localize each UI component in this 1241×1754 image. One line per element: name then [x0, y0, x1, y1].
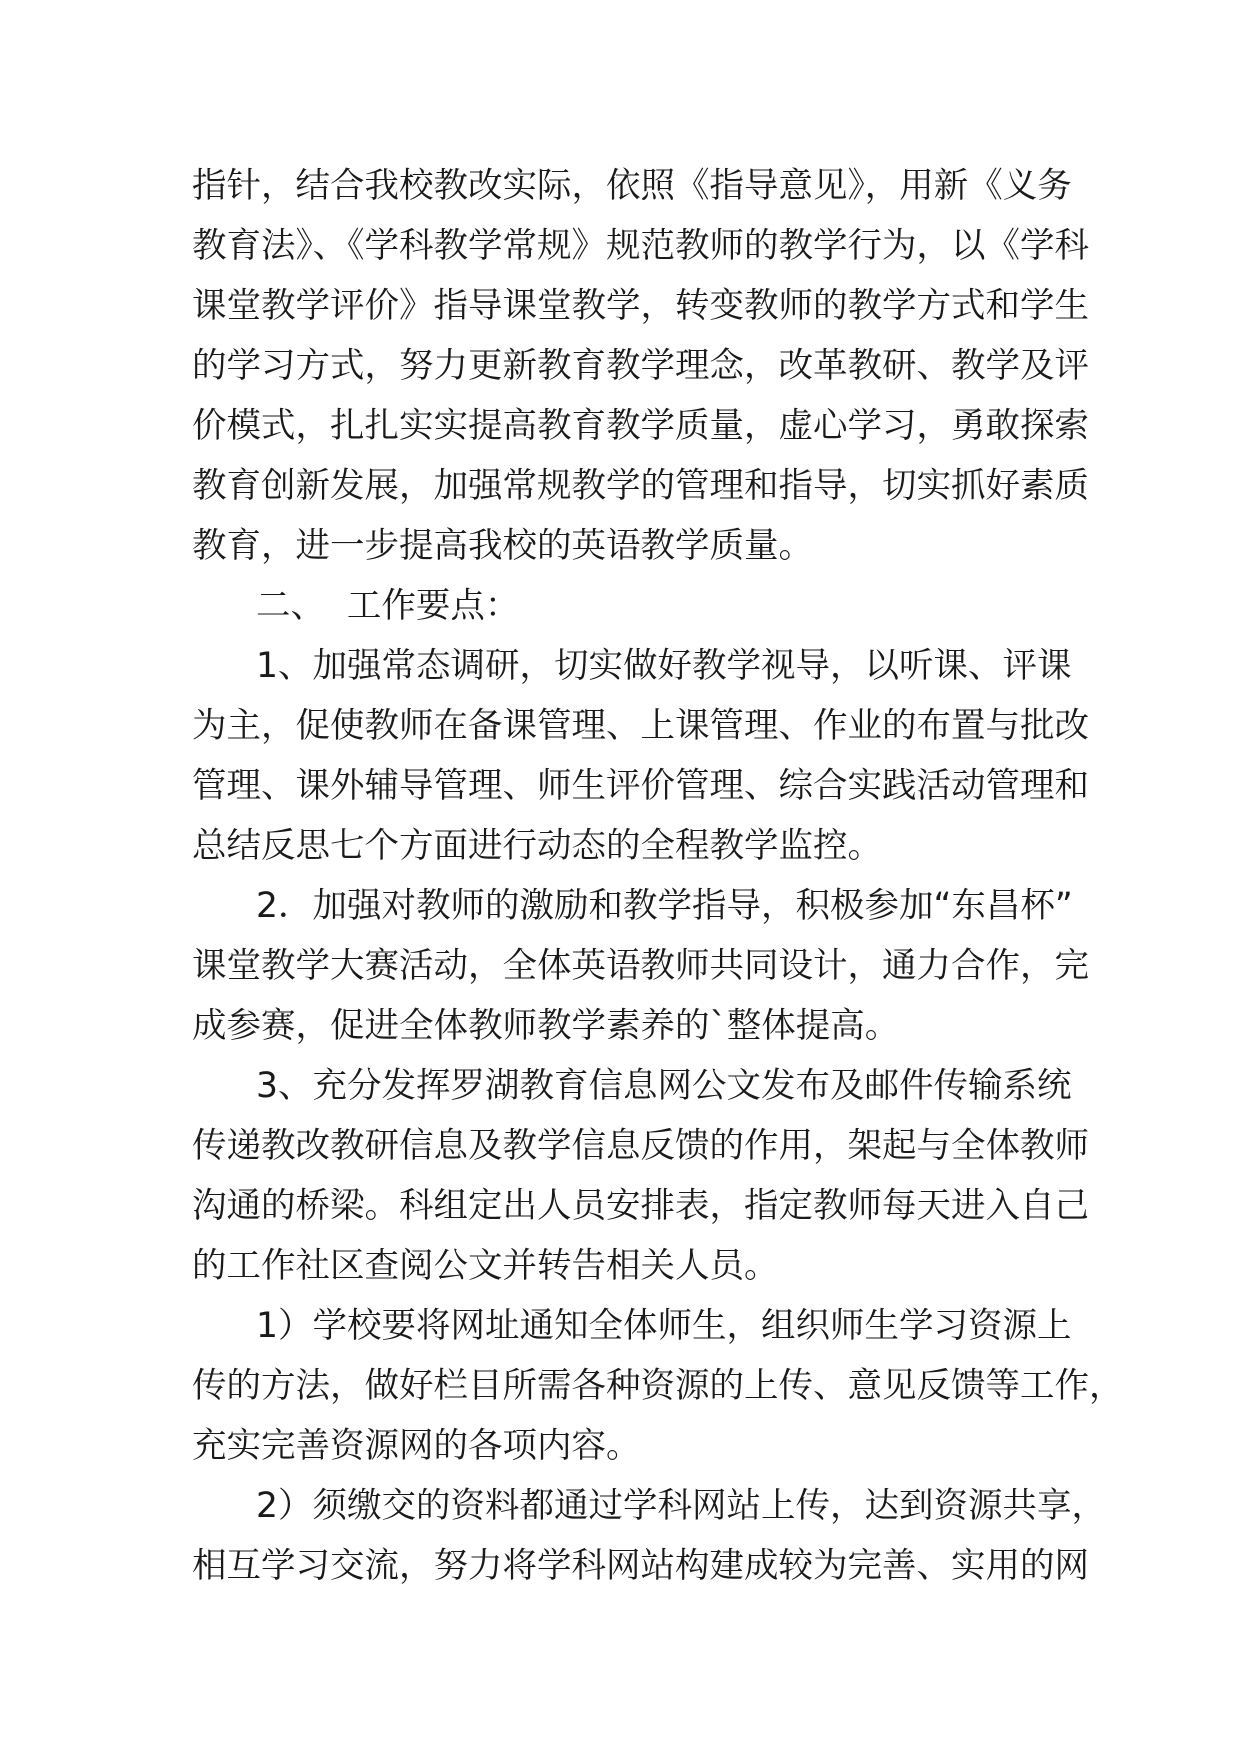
text-line: 价模式，扎扎实实提高教育教学质量，虚心学习，勇敢探索: [192, 406, 1089, 446]
text-line: 总结反思七个方面进行动态的全程教学监控。: [192, 826, 882, 866]
text-line: 的学习方式，努力更新教育教学理念，改革教研、教学及评: [192, 346, 1089, 386]
text-line: 沟通的桥梁。科组定出人员安排表，指定教师每天进入自己: [192, 1186, 1089, 1226]
text-line: 教育创新发展，加强常规教学的管理和指导，切实抓好素质: [192, 466, 1089, 506]
list-item-2: 2．加强对教师的激励和教学指导，积极参加“东昌杯”: [256, 886, 1073, 926]
text-line: 充实完善资源网的各项内容。: [192, 1426, 641, 1466]
section-heading: 二、 工作要点：: [256, 586, 520, 626]
text-line: 教育法》、《学科教学常规》规范教师的教学行为，以《学科: [192, 226, 1089, 266]
text-line: 传的方法，做好栏目所需各种资源的上传、意见反馈等工作，: [192, 1366, 1124, 1406]
text-line: 传递教改教研信息及教学信息反馈的作用，架起与全体教师: [192, 1126, 1089, 1166]
text-line: 课堂教学评价》指导课堂教学，转变教师的教学方式和学生: [192, 286, 1089, 326]
text-line: 管理、课外辅导管理、师生评价管理、综合实践活动管理和: [192, 766, 1089, 806]
text-line: 为主，促使教师在备课管理、上课管理、作业的布置与批改: [192, 706, 1089, 746]
text-line: 教育，进一步提高我校的英语教学质量。: [192, 526, 813, 566]
sub-item-1: 1）学校要将网址通知全体师生，组织师生学习资源上: [256, 1306, 1072, 1346]
text-line: 相互学习交流，努力将学科网站构建成较为完善、实用的网: [192, 1546, 1089, 1586]
text-line: 成参赛，促进全体教师教学素养的`整体提高。: [192, 1006, 900, 1046]
list-item-3: 3、充分发挥罗湖教育信息网公文发布及邮件传输系统: [256, 1066, 1072, 1106]
sub-item-2: 2）须缴交的资料都通过学科网站上传，达到资源共享，: [256, 1486, 1106, 1526]
text-line: 课堂教学大赛活动，全体英语教师共同设计，通力合作，完: [192, 946, 1089, 986]
text-line: 的工作社区查阅公文并转告相关人员。: [192, 1246, 779, 1286]
text-line: 指针，结合我校教改实际，依照《指导意见》，用新《义务: [192, 166, 1072, 206]
list-item-1: 1、加强常态调研，切实做好教学视导，以听课、评课: [256, 646, 1072, 686]
